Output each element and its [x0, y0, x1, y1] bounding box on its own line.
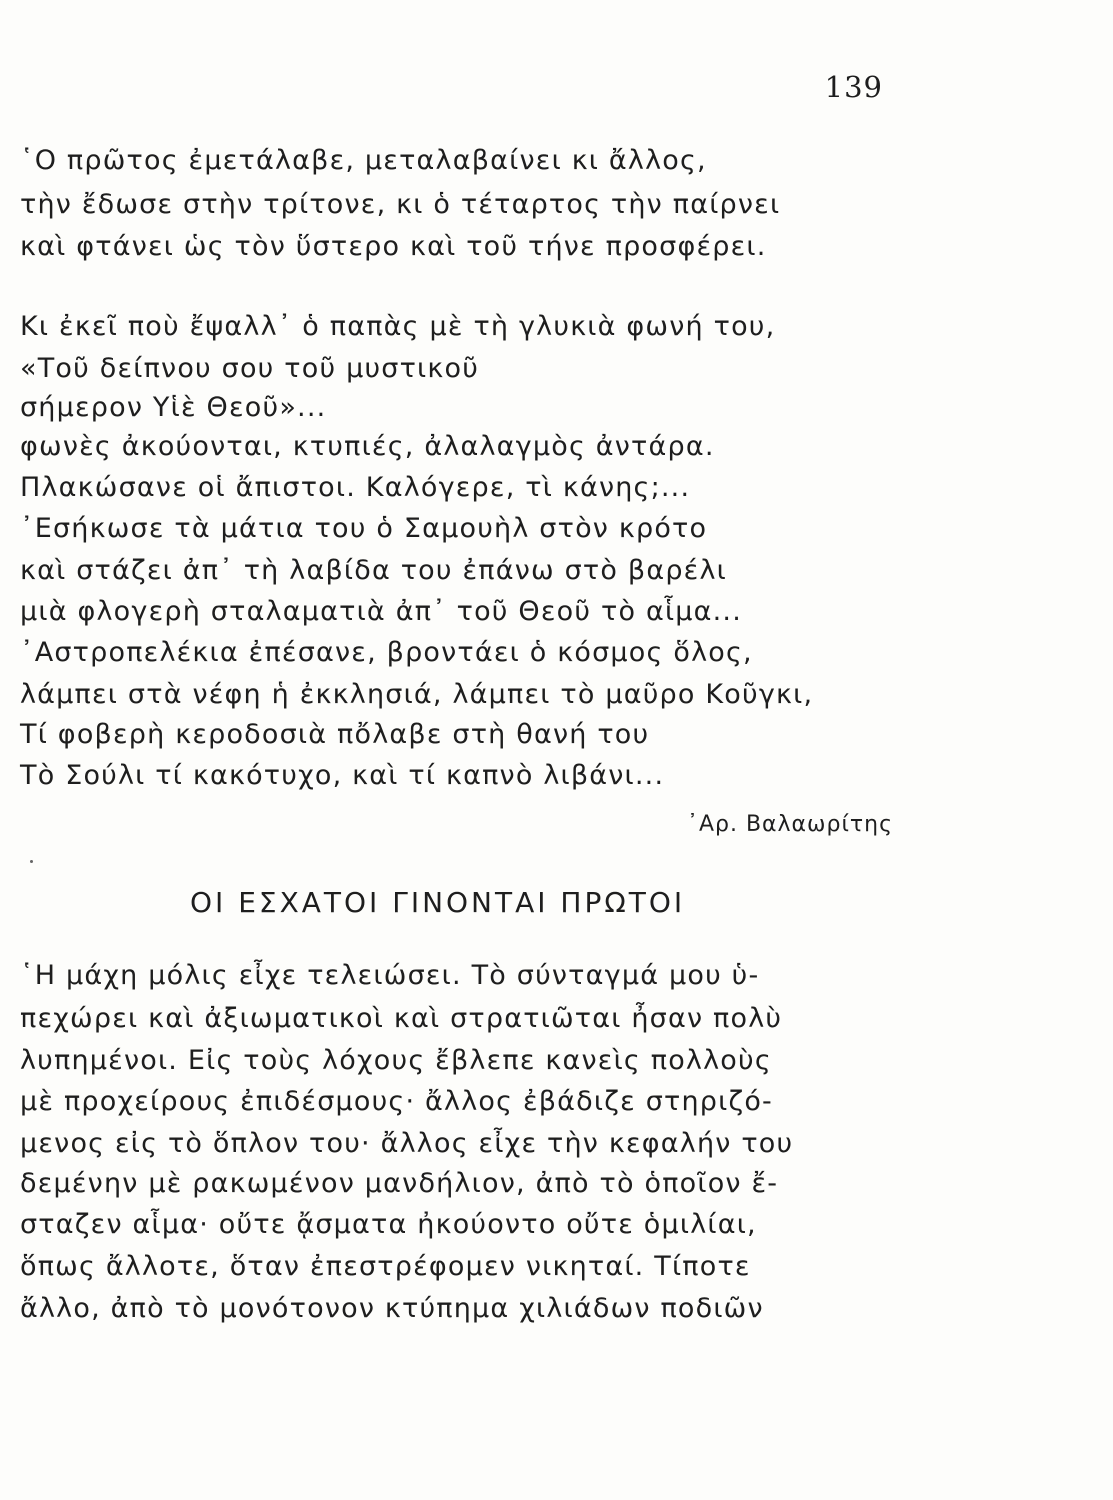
- poem-line: λάμπει στὰ νέφη ἡ ἐκκλησιά, λάμπει τὸ μαῦρο Κοῦγκι,: [20, 679, 814, 710]
- prose-line: σταζεν αἷμα· οὔτε ᾄσματα ἠκούοντο οὔτε ὁμιλίαι,: [20, 1209, 757, 1240]
- prose-line: μενος εἰς τὸ ὅπλον του· ἄλλος εἶχε τὴν κεφαλήν του: [20, 1128, 794, 1159]
- poem-line: μιὰ φλογερὴ σταλαματιὰ ἀπ᾽ τοῦ Θεοῦ τὸ αἷμα...: [20, 596, 742, 627]
- poem-line: καὶ φτάνει ὡς τὸν ὕστερο καὶ τοῦ τήνε προσφέρει.: [20, 231, 767, 262]
- poem-line: καὶ στάζει ἀπ᾽ τὴ λαβίδα του ἐπάνω στὸ βαρέλι: [20, 555, 727, 586]
- poem-line: Κι ἐκεῖ ποὺ ἔψαλλ᾽ ὁ παπὰς μὲ τὴ γλυκιὰ φωνή του,: [20, 311, 776, 342]
- poem-line: ῾Ο πρῶτος ἐμετάλαβε, μεταλαβαίνει κι ἄλλος,: [20, 145, 707, 176]
- prose-line: λυπημένοι. Εἰς τοὺς λόχους ἔβλεπε κανεὶς πολλοὺς: [20, 1045, 772, 1076]
- prose-line: ὅπως ἄλλοτε, ὅταν ἐπεστρέφομεν νικηταί. Τίποτε: [20, 1251, 751, 1282]
- prose-line: ἄλλο, ἀπὸ τὸ μονότονον κτύπημα χιλιάδων ποδιῶν: [20, 1293, 764, 1324]
- poem-line: Πλακώσανε οἱ ἄπιστοι. Καλόγερε, τὶ κάνης;...: [20, 472, 691, 503]
- poem-line: Τί φοβερὴ κεροδοσιὰ πὄλαβε στὴ θανή του: [20, 719, 650, 750]
- prose-line: μὲ προχείρους ἐπιδέσμους· ἄλλος ἐβάδιζε στηριζό-: [20, 1086, 773, 1117]
- poem-line: φωνὲς ἀκούονται, κτυπιές, ἀλαλαγμὸς ἀντάρα.: [20, 431, 715, 462]
- poem-line: τὴν ἔδωσε στὴν τρίτονε, κι ὁ τέταρτος τὴν παίρνει: [20, 189, 781, 220]
- poem-line: «Τοῦ δείπνου σου τοῦ μυστικοῦ: [20, 353, 480, 384]
- prose-line: πεχώρει καὶ ἀξιωματικοὶ καὶ στρατιῶται ἦσαν πολὺ: [20, 1003, 783, 1034]
- poem-line: σήμερον Υἱὲ Θεοῦ»...: [20, 392, 327, 423]
- poem-author: ᾽Αρ. Βαλαωρίτης: [686, 812, 893, 837]
- prose-line: ῾Η μάχη μόλις εἶχε τελειώσει. Τὸ σύνταγμά μου ὑ-: [20, 960, 760, 991]
- page-number: 139: [824, 70, 883, 104]
- print-speck: [30, 860, 33, 863]
- section-heading: ΟΙ ΕΣΧΑΤΟΙ ΓΙΝΟΝΤΑΙ ΠΡΩΤΟΙ: [190, 886, 686, 919]
- poem-line: Τὸ Σούλι τί κακότυχο, καὶ τί καπνὸ λιβάνι...: [20, 760, 665, 791]
- prose-line: δεμένην μὲ ρακωμένον μανδήλιον, ἀπὸ τὸ ὁποῖον ἔ-: [20, 1168, 779, 1199]
- poem-line: ᾽Αστροπελέκια ἐπέσανε, βροντάει ὁ κόσμος ὅλος,: [20, 637, 753, 668]
- poem-line: ᾽Εσήκωσε τὰ μάτια του ὁ Σαμουὴλ στὸν κρότο: [20, 513, 708, 544]
